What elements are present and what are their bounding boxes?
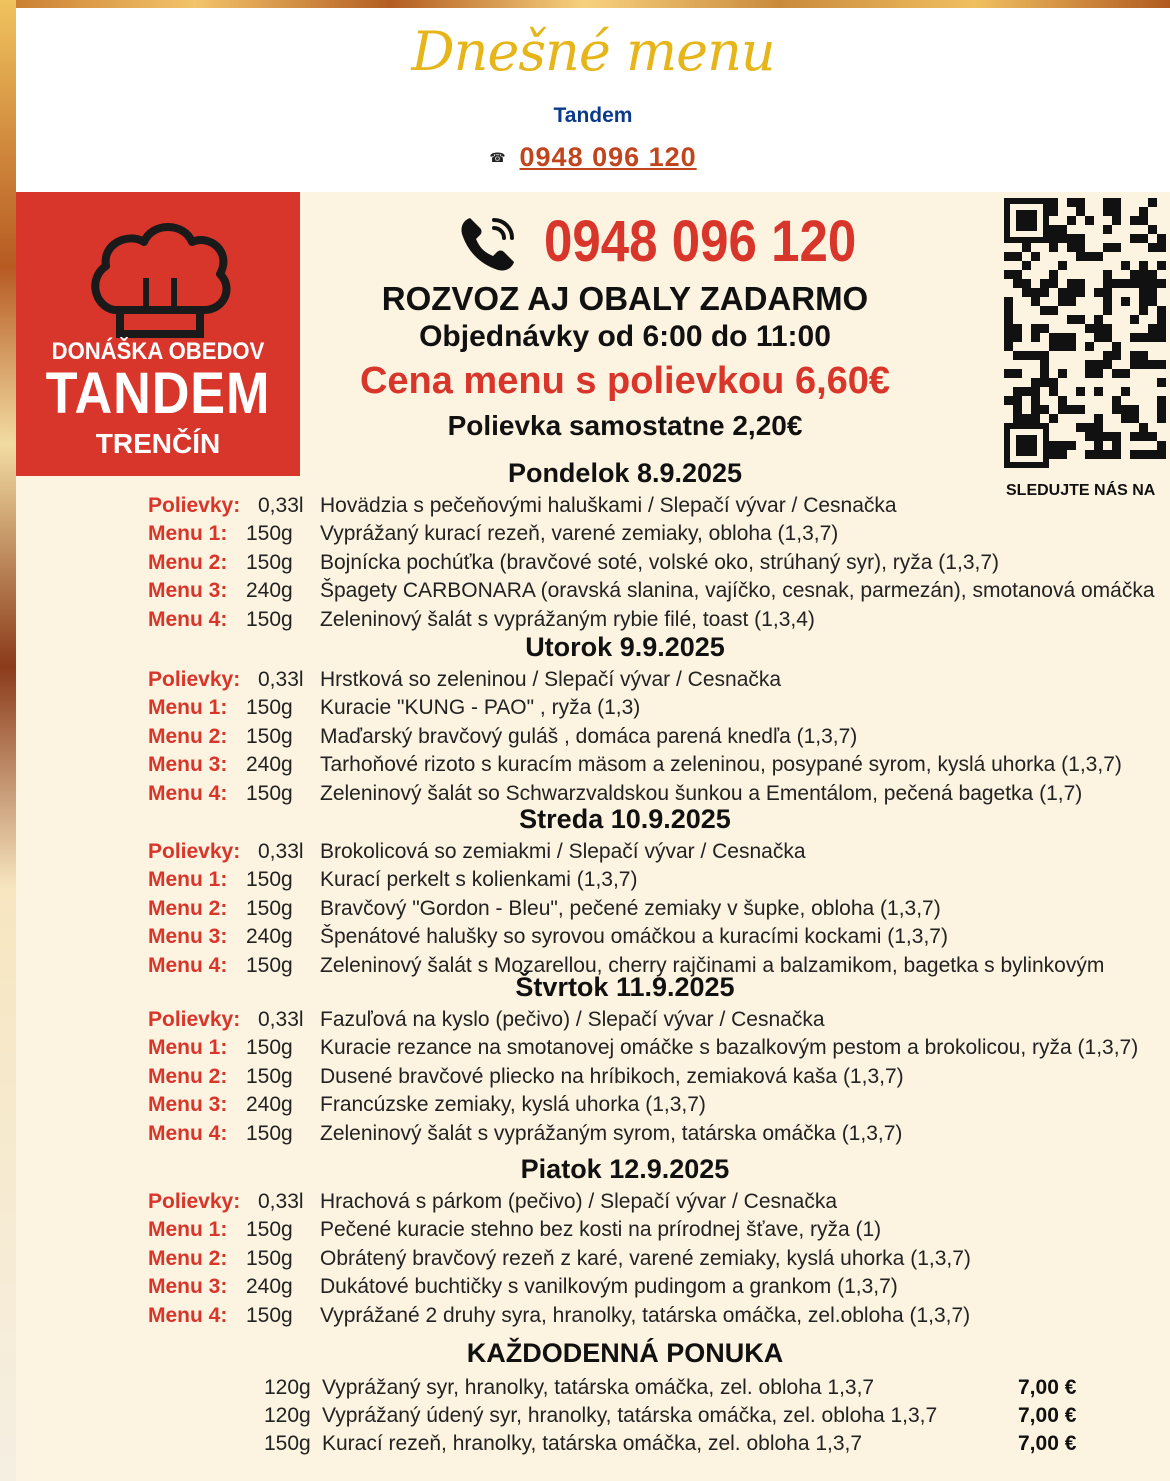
menu-row — [16, 522, 1170, 550]
menu-row — [16, 1093, 1170, 1121]
menu-dish: Bojnícka pochúťka (bravčové soté, volské oko, strúhaný syr), ryža (1,3,7) — [320, 550, 1000, 574]
day-title: Pondelok 8.9.2025 — [507, 458, 743, 488]
menu-row — [16, 579, 1170, 607]
menu-flyer-image — [16, 192, 1170, 1481]
menu-label: Polievky: — [148, 668, 241, 691]
background-food-photo-top — [0, 0, 1170, 8]
menu-label: Polievky: — [148, 494, 241, 517]
menu-quantity: 240g — [246, 579, 293, 603]
logo-line-3: TRENČÍN — [95, 428, 221, 459]
menu-row — [16, 1190, 1170, 1218]
day-title: Utorok 9.9.2025 — [525, 632, 725, 662]
daily-price: 7,00 € — [1018, 1404, 1077, 1427]
daily-offer-row — [16, 1376, 1170, 1404]
menu-row — [16, 897, 1170, 925]
menu-row — [16, 668, 1170, 696]
menu-row — [16, 1065, 1170, 1093]
menu-quantity: 150g — [246, 1246, 293, 1270]
menu-label: Menu 3: — [148, 753, 228, 777]
menu-quantity: 240g — [246, 753, 293, 777]
orders-hours: Objednávky od 6:00 do 11:00 — [419, 320, 831, 353]
daily-quantity: 120g — [264, 1404, 311, 1427]
delivery-text: ROZVOZ AJ OBALY ZADARMO — [381, 280, 869, 317]
menu-label: Menu 4: — [148, 953, 228, 977]
menu-row — [16, 1036, 1170, 1064]
menu-quantity: 150g — [246, 550, 293, 574]
logo-line-1: DONÁŠKA OBEDOV — [51, 338, 265, 365]
menu-label: Menu 4: — [148, 1121, 228, 1145]
menu-dish: Špagety CARBONARA (oravská slanina, vajíčko, cesnak, parmezán), smotanová omáčka — [320, 579, 1155, 603]
qr-follow-label: SLEDUJTE NÁS NA — [1006, 482, 1156, 499]
menu-dish: Dusené bravčové pliecko na hríbikoch, zemiaková kaša (1,3,7) — [320, 1064, 904, 1088]
menu-dish: Vyprážaný kurací rezeň, varené zemiaky, obloha (1,3,7) — [320, 522, 839, 546]
menu-quantity: 0,33l — [258, 1190, 304, 1213]
daily-offer-row — [16, 1432, 1170, 1460]
menu-label: Menu 1: — [148, 522, 228, 546]
menu-dish: Zeleninový šalát so Schwarzvaldskou šunkou a Ementálom, pečená bagetka (1,7) — [320, 781, 1083, 805]
menu-dish: Francúzske zemiaky, kyslá uhorka (1,3,7) — [320, 1093, 706, 1117]
daily-price: 7,00 € — [1018, 1432, 1077, 1455]
menu-label: Menu 1: — [148, 1036, 228, 1060]
phone-icon: ☎ — [489, 149, 506, 165]
qr-code-icon — [1004, 198, 1170, 478]
menu-dish: Fazuľová na kyslo (pečivo) / Slepačí vývar / Cesnačka — [320, 1008, 825, 1031]
daily-dish: Vyprážaný údený syr, hranolky, tatárska omáčka, zel. obloha 1,3,7 — [322, 1404, 938, 1427]
day-title: Štvrtok 11.9.2025 — [515, 972, 735, 1002]
flyer-phone-number: 0948 096 120 — [544, 209, 857, 274]
menu-row — [16, 725, 1170, 753]
menu-row — [16, 1218, 1170, 1246]
menu-dish: Zeleninový šalát s vyprážaným rybie filé, toast (1,3,4) — [320, 607, 815, 631]
menu-row — [16, 840, 1170, 868]
menu-quantity: 0,33l — [258, 1008, 304, 1031]
menu-label: Menu 3: — [148, 925, 228, 949]
menu-label: Menu 3: — [148, 1093, 228, 1117]
menu-row — [16, 1304, 1170, 1332]
background-food-photo-left — [0, 0, 16, 1481]
menu-label: Menu 4: — [148, 607, 228, 631]
logo-line-2: TANDEM — [45, 361, 271, 426]
menu-quantity: 150g — [246, 1036, 293, 1060]
menu-dish: Brokolicová so zemiakmi / Slepačí vývar / Cesnačka — [320, 840, 806, 863]
chef-hat-icon — [84, 218, 234, 338]
menu-quantity: 150g — [246, 1303, 293, 1327]
menu-quantity: 150g — [246, 522, 293, 546]
menu-row — [16, 925, 1170, 953]
menu-row — [16, 1275, 1170, 1303]
daily-dish: Kurací rezeň, hranolky, tatárska omáčka, zel. obloha 1,3,7 — [322, 1432, 863, 1455]
menu-label: Menu 2: — [148, 1064, 228, 1088]
menu-row — [16, 868, 1170, 896]
telephone-icon — [456, 212, 520, 276]
menu-row — [16, 1122, 1170, 1150]
menu-dish: Hrstková so zeleninou / Slepačí vývar / Cesnačka — [320, 668, 782, 691]
tandem-logo — [16, 192, 300, 476]
menu-dish: Zeleninový šalát s Mozarellou, cherry rajčinami a balzamikom, bagetka s bylinkovým — [320, 953, 1105, 977]
menu-price: Cena menu s polievkou 6,60€ — [359, 360, 891, 402]
menu-label: Menu 4: — [148, 781, 228, 805]
menu-quantity: 0,33l — [258, 840, 304, 863]
menu-label: Polievky: — [148, 1190, 241, 1213]
menu-quantity: 150g — [246, 1121, 293, 1145]
menu-dish: Vyprážané 2 druhy syra, hranolky, tatárska omáčka, zel.obloha (1,3,7) — [320, 1303, 971, 1327]
daily-offer-row — [16, 1404, 1170, 1432]
phone-row — [16, 142, 1170, 173]
soup-price: Polievka samostatne 2,20€ — [447, 410, 803, 441]
menu-quantity: 150g — [246, 1064, 293, 1088]
menu-dish: Obrátený bravčový rezeň z karé, varené zemiaky, kyslá uhorka (1,3,7) — [320, 1246, 971, 1270]
menu-quantity: 150g — [246, 953, 293, 977]
page-header — [16, 8, 1170, 192]
menu-quantity: 150g — [246, 607, 293, 631]
menu-row — [16, 696, 1170, 724]
menu-quantity: 150g — [246, 1218, 293, 1242]
menu-label: Polievky: — [148, 840, 241, 863]
menu-dish: Špenátové halušky so syrovou omáčkou a kuracími kockami (1,3,7) — [320, 925, 948, 949]
menu-label: Menu 1: — [148, 868, 228, 892]
menu-label: Menu 4: — [148, 1303, 228, 1327]
menu-quantity: 150g — [246, 868, 293, 892]
menu-quantity: 240g — [246, 925, 293, 949]
menu-label: Menu 1: — [148, 1218, 228, 1242]
menu-label: Menu 2: — [148, 550, 228, 574]
menu-dish: Hovädzia s pečeňovými haluškami / Slepačí vývar / Cesnačka — [320, 494, 897, 517]
menu-dish: Zeleninový šalát s vyprážaným syrom, tatárska omáčka (1,3,7) — [320, 1121, 903, 1145]
menu-quantity: 0,33l — [258, 668, 304, 691]
menu-label: Menu 2: — [148, 1246, 228, 1270]
menu-dish: Hrachová s párkom (pečivo) / Slepačí vývar / Cesnačka — [320, 1190, 838, 1213]
day-title: Piatok 12.9.2025 — [520, 1154, 730, 1184]
menu-dish: Kurací perkelt s kolienkami (1,3,7) — [320, 868, 638, 892]
menu-row — [16, 1008, 1170, 1036]
day-title: Streda 10.9.2025 — [519, 804, 731, 834]
daily-quantity: 120g — [264, 1376, 311, 1399]
menu-dish: Maďarský bravčový guláš , domáca parená knedľa (1,3,7) — [320, 724, 858, 748]
page-title: Dnešné menu — [411, 20, 775, 83]
daily-dish: Vyprážaný syr, hranolky, tatárska omáčka, zel. obloha 1,3,7 — [322, 1376, 875, 1399]
restaurant-name: Tandem — [553, 104, 633, 127]
menu-row — [16, 1247, 1170, 1275]
menu-dish: Bravčový "Gordon - Bleu", pečené zemiaky v šupke, obloha (1,3,7) — [320, 896, 941, 920]
menu-quantity: 240g — [246, 1093, 293, 1117]
menu-row — [16, 753, 1170, 781]
menu-dish: Tarhoňové rizoto s kuracím mäsom a zeleninou, posypané syrom, kyslá uhorka (1,3,7) — [320, 753, 1122, 777]
menu-quantity: 150g — [246, 696, 293, 720]
menu-dish: Dukátové buchtičky s vanilkovým pudingom a grankom (1,3,7) — [320, 1275, 898, 1299]
daily-quantity: 150g — [264, 1432, 311, 1455]
menu-quantity: 150g — [246, 896, 293, 920]
menu-label: Menu 1: — [148, 696, 228, 720]
menu-row — [16, 551, 1170, 579]
menu-quantity: 150g — [246, 724, 293, 748]
menu-quantity: 240g — [246, 1275, 293, 1299]
menu-label: Menu 2: — [148, 896, 228, 920]
menu-label: Menu 2: — [148, 724, 228, 748]
menu-dish: Pečené kuracie stehno bez kosti na prírodnej šťave, ryža (1) — [320, 1218, 882, 1242]
menu-dish: Kuracie "KUNG - PAO" , ryža (1,3) — [320, 696, 641, 720]
menu-quantity: 150g — [246, 781, 293, 805]
menu-label: Polievky: — [148, 1008, 241, 1031]
phone-link[interactable]: 0948 096 120 — [519, 142, 697, 172]
menu-dish: Kuracie rezance na smotanovej omáčke s bazalkovým pestom a brokolicou, ryža (1,3,7) — [320, 1036, 1139, 1060]
daily-price: 7,00 € — [1018, 1376, 1077, 1399]
menu-row — [16, 494, 1170, 522]
menu-quantity: 0,33l — [258, 494, 304, 517]
menu-label: Menu 3: — [148, 579, 228, 603]
menu-label: Menu 3: — [148, 1275, 228, 1299]
daily-offer-title: KAŽDODENNÁ PONUKA — [466, 1338, 784, 1368]
